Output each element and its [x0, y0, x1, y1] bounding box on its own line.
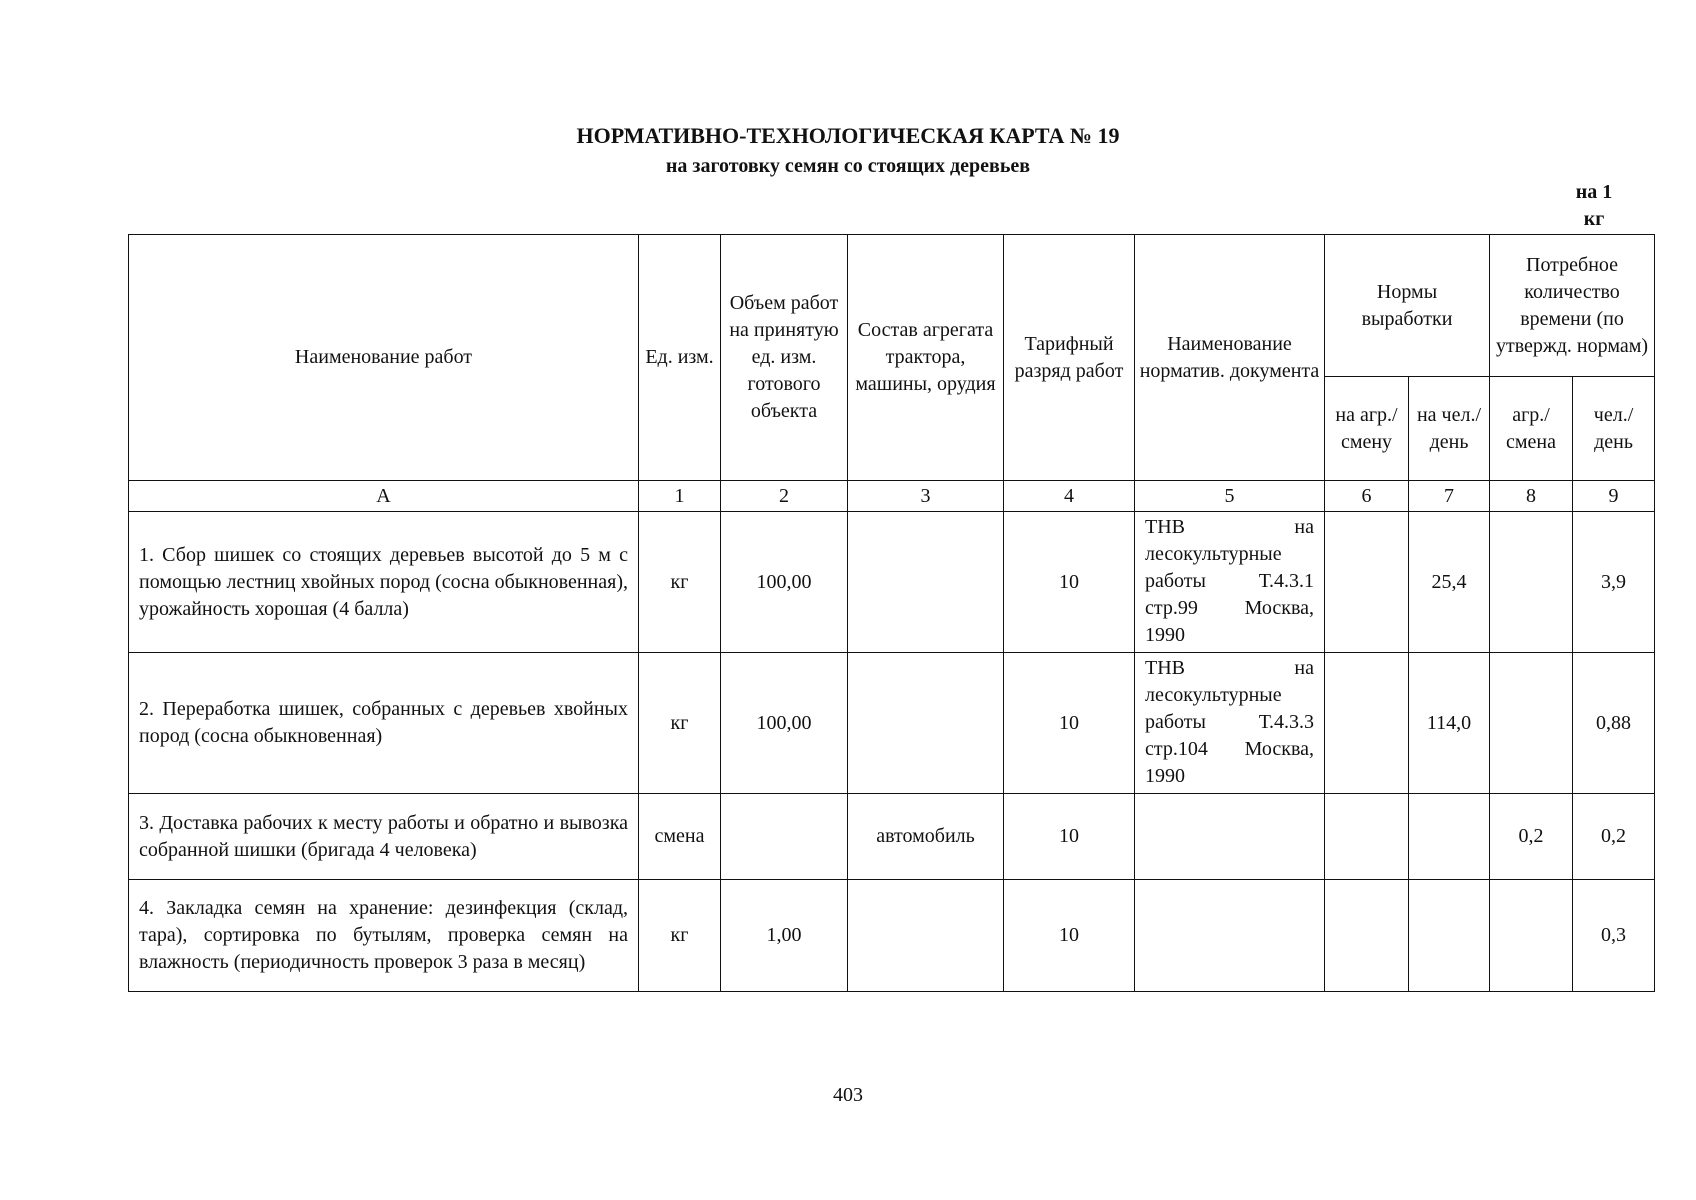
work-volume — [721, 794, 848, 880]
header-work-name: Наименование работ — [129, 235, 639, 481]
work-name: 3. Доставка рабочих к месту работы и обратно и вывозка собранной шишки (бригада 4 человека) — [129, 794, 639, 880]
table-row — [129, 880, 1655, 992]
column-number: 6 — [1325, 481, 1409, 512]
column-number: 1 — [639, 481, 721, 512]
column-number-row — [129, 481, 1655, 512]
work-grade: 10 — [1004, 653, 1135, 794]
work-unit: кг — [639, 653, 721, 794]
column-number: 3 — [848, 481, 1004, 512]
work-composition — [848, 512, 1004, 653]
page-number: 403 — [833, 1084, 863, 1106]
column-number: А — [129, 481, 639, 512]
header-composition: Состав агрегата трактора, машины, орудия — [848, 235, 1004, 481]
page-subtitle: на заготовку семян со стоящих деревьев — [665, 155, 1031, 177]
header-norms: Нормы выработки — [1325, 235, 1490, 377]
work-composition — [848, 880, 1004, 992]
header-grade: Тарифный разряд работ — [1004, 235, 1135, 481]
page-title: НОРМАТИВНО-ТЕХНОЛОГИЧЕСКАЯ КАРТА № 19 — [576, 123, 1120, 148]
table-row — [129, 512, 1655, 653]
time-agr — [1490, 512, 1573, 653]
time-man: 0,3 — [1573, 880, 1655, 992]
column-number: 4 — [1004, 481, 1135, 512]
work-name: 4. Закладка семян на хранение: дезинфекция (склад, тара), сортировка по бутылям, проверка семян на влажность (периодичность проверок 3 раза в месяц) — [129, 880, 639, 992]
work-volume: 100,00 — [721, 512, 848, 653]
norm-man: 25,4 — [1409, 512, 1490, 653]
unit-note-line2: кг — [1583, 208, 1605, 230]
work-composition: автомобиль — [848, 794, 1004, 880]
work-unit: кг — [639, 880, 721, 992]
work-document — [1135, 880, 1325, 992]
header-document: Наименование норматив. документа — [1135, 235, 1325, 481]
norm-agr — [1325, 880, 1409, 992]
time-agr — [1490, 653, 1573, 794]
work-composition — [848, 653, 1004, 794]
work-volume: 100,00 — [721, 653, 848, 794]
time-agr: 0,2 — [1490, 794, 1573, 880]
column-number: 8 — [1490, 481, 1573, 512]
column-number: 2 — [721, 481, 848, 512]
norm-agr — [1325, 653, 1409, 794]
table-row — [129, 794, 1655, 880]
work-document — [1135, 794, 1325, 880]
work-name: 1. Сбор шишек со стоящих деревьев высотой до 5 м с помощью лестниц хвойных пород (сосна обыкновенная), урожайность хорошая (4 балла) — [129, 512, 639, 653]
header-volume: Объем работ на принятую ед. изм. готового объекта — [721, 235, 848, 481]
work-grade: 10 — [1004, 512, 1135, 653]
norm-agr — [1325, 512, 1409, 653]
time-man: 0,88 — [1573, 653, 1655, 794]
work-volume: 1,00 — [721, 880, 848, 992]
work-document: ТНВ на лесокультурные работы Т.4.3.3 стр.104 Москва, 1990 — [1135, 653, 1325, 794]
header-norm-man: на чел./ день — [1409, 377, 1490, 481]
column-number: 9 — [1573, 481, 1655, 512]
unit-note-line1: на 1 — [1575, 181, 1613, 203]
header-time-man: чел./ день — [1573, 377, 1655, 481]
work-name: 2. Переработка шишек, собранных с деревьев хвойных пород (сосна обыкновенная) — [129, 653, 639, 794]
time-man: 0,2 — [1573, 794, 1655, 880]
work-document: ТНВ на лесокультурные работы Т.4.3.1 стр.99 Москва, 1990 — [1135, 512, 1325, 653]
norm-man: 114,0 — [1409, 653, 1490, 794]
work-grade: 10 — [1004, 880, 1135, 992]
time-man: 3,9 — [1573, 512, 1655, 653]
time-agr — [1490, 880, 1573, 992]
norm-agr — [1325, 794, 1409, 880]
header-time-agr: агр./ смена — [1490, 377, 1573, 481]
table-row — [129, 653, 1655, 794]
norm-man — [1409, 880, 1490, 992]
work-grade: 10 — [1004, 794, 1135, 880]
unit-note — [1564, 179, 1624, 233]
work-unit: смена — [639, 794, 721, 880]
header-unit: Ед. изм. — [639, 235, 721, 481]
norm-man — [1409, 794, 1490, 880]
header-time: Потребное количество времени (по утвержд. нормам) — [1490, 235, 1655, 377]
header-norm-agr: на агр./ смену — [1325, 377, 1409, 481]
work-unit: кг — [639, 512, 721, 653]
column-number: 5 — [1135, 481, 1325, 512]
norms-table — [128, 234, 1655, 992]
column-number: 7 — [1409, 481, 1490, 512]
